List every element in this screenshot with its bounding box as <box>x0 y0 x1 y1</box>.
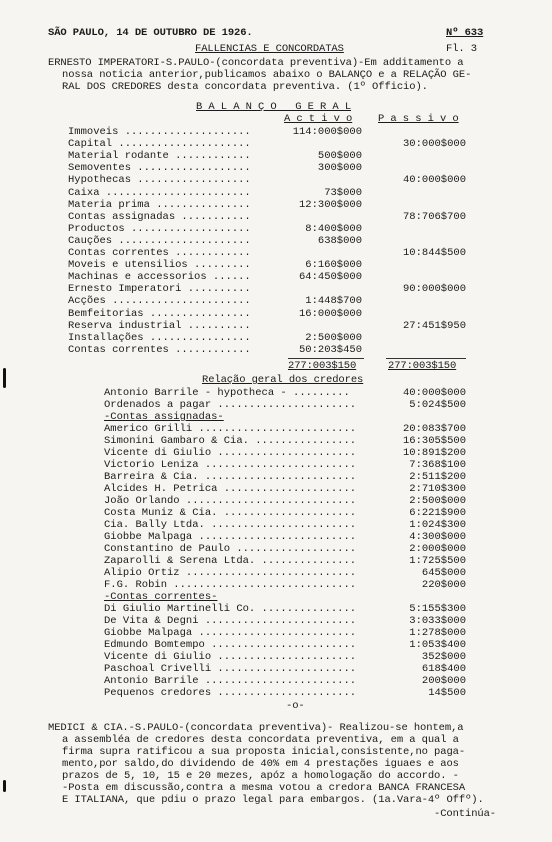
creditor-row <box>0 603 552 615</box>
balance-row-label: Immoveis .................... <box>68 126 251 138</box>
creditor-name: Costa Muniz & Cia. ..................... <box>104 507 357 519</box>
notice-line: prazos de 5, 10, 15 e 20 mezes, apóz a homologação do accordo. - <box>62 770 459 782</box>
creditor-amount: 5:024$500 <box>409 399 466 411</box>
creditor-name: De Vita & Degni ........................ <box>104 615 357 627</box>
balance-row <box>0 199 552 211</box>
balance-row-passivo: 90:000$000 <box>402 283 466 296</box>
balance-row-activo: 64:450$000 <box>298 271 362 284</box>
creditor-row <box>0 483 552 495</box>
header-number: Nº 633 <box>446 27 484 39</box>
creditor-row <box>0 627 552 639</box>
creditor-row <box>0 651 552 663</box>
creditor-name: João Orlando ........................... <box>104 495 357 507</box>
balance-row <box>0 138 552 150</box>
creditor-name: Alipio Ortiz ........................... <box>104 567 357 579</box>
creditor-amount: 10:891$200 <box>402 447 466 459</box>
balance-row <box>0 247 552 259</box>
creditor-amount: 5:155$300 <box>409 603 466 615</box>
creditor-amount: 1:278$000 <box>409 627 466 639</box>
creditor-row <box>0 579 552 591</box>
balance-row-passivo: 10:844$500 <box>402 247 466 259</box>
balance-row-label: Ernesto Imperatori .......... <box>68 283 251 296</box>
creditor-amount: 1:725$500 <box>409 555 466 567</box>
balance-row-activo: 6:160$000 <box>305 259 362 272</box>
balance-row-label: Reserva industrial .......... <box>68 319 251 332</box>
creditor-name: Zaparolli & Serena Ltda. ............... <box>104 555 357 567</box>
creditor-row <box>0 531 552 543</box>
balance-row-label: Installações ................ <box>68 331 251 344</box>
notice-line: mento,por saldo,do dividendo de 40% em 4 prestações iguaes e aos <box>62 758 459 770</box>
creditor-row <box>0 675 552 687</box>
balance-row <box>0 308 552 320</box>
creditor-name: Pequenos credores ...................... <box>104 687 357 699</box>
creditor-row <box>0 507 552 519</box>
creditor-row <box>0 687 552 699</box>
balance-row-label: Moveis e utensilios ......... <box>68 259 251 272</box>
balance-row-activo: 73$000 <box>324 186 362 199</box>
balance-row-activo: 16:000$000 <box>298 307 362 320</box>
balance-col-passivo: P a s s i v o <box>378 113 459 125</box>
margin-mark <box>3 780 6 792</box>
creditor-amount: 6:221$900 <box>409 507 466 519</box>
balance-row-label: Hypothecas .................. <box>68 174 251 187</box>
notice-line: nossa noticia anterior,publicamos abaixo o BALANÇO e a RELAÇÃO GE- <box>62 69 472 81</box>
creditor-name: Giobbe Malpaga ......................... <box>104 627 357 639</box>
creditor-row <box>0 447 552 459</box>
balance-row-passivo: 30:000$000 <box>402 138 466 151</box>
balance-row <box>0 211 552 223</box>
notice-line: ERNESTO IMPERATORI-S.PAULO-(concordata preventiva)-Em additamento a <box>48 57 464 69</box>
creditor-name: Cia. Bally Ltda. ....................... <box>104 519 357 531</box>
balance-row-passivo: 40:000$000 <box>402 174 466 187</box>
creditor-row <box>0 399 552 411</box>
margin-mark <box>3 368 6 388</box>
balance-row-label: Materia prima ............... <box>68 198 251 211</box>
creditor-amount: 2:000$000 <box>409 543 466 555</box>
balance-row-passivo: 27:451$950 <box>402 319 466 332</box>
balance-row-activo: 8:400$000 <box>305 222 362 235</box>
creditor-amount: 14$500 <box>428 687 466 699</box>
continues-label: -Continúa- <box>434 808 497 820</box>
notice-line: firma supra ratificou a sua proposta inicial,consistente,no paga- <box>62 746 466 758</box>
creditor-row <box>0 459 552 471</box>
balance-row <box>0 332 552 344</box>
balance-row-activo: 2:500$000 <box>305 331 362 344</box>
creditor-row <box>0 423 552 435</box>
balance-row <box>0 295 552 307</box>
header-sheet: Fl. 3 <box>446 43 478 55</box>
creditor-subheading <box>0 411 552 423</box>
creditor-row <box>0 567 552 579</box>
balance-row-activo: 638$000 <box>317 234 362 247</box>
creditor-amount: 2:710$300 <box>409 483 466 495</box>
notice-line: E ITALIANA, que pdiu o prazo legal para embargos. (1a.Vara-4º Offº). <box>62 794 484 806</box>
creditor-row <box>0 615 552 627</box>
balance-row <box>0 162 552 174</box>
creditor-name: Giobbe Malpaga ......................... <box>104 531 357 543</box>
balance-row <box>0 344 552 356</box>
creditor-name: Antonio Barrile - hypotheca - ......... <box>104 387 350 399</box>
balance-row-activo: 1:448$700 <box>305 295 362 308</box>
balance-row <box>0 187 552 199</box>
balance-col-activo: A c t i v o <box>284 113 353 125</box>
header-section: FALLENCIAS E CONCORDATAS <box>195 43 344 55</box>
notice-line: a assembléa de credores desta concordata preventiva, em a qual a <box>62 734 459 746</box>
balance-row <box>0 271 552 283</box>
balance-row <box>0 235 552 247</box>
balance-total-activo: 277:003$150 <box>288 360 357 372</box>
balance-row <box>0 223 552 235</box>
creditor-name: F.G. Robin ............................. <box>104 579 357 591</box>
balance-total-rule <box>386 358 466 359</box>
balance-row-label: Contas correntes ............ <box>68 247 251 259</box>
creditor-row <box>0 555 552 567</box>
creditor-name: Barreira & Cia. ........................ <box>104 471 357 483</box>
balance-row-label: Productos ................... <box>68 222 251 235</box>
creditor-name: Edmundo Bomtempo ....................... <box>104 639 357 651</box>
creditor-name: Simonini Gambaro & Cia. ................ <box>104 435 357 447</box>
creditor-name: Di Giulio Martinelli Co. ............... <box>104 603 357 615</box>
balance-row <box>0 283 552 295</box>
balance-row-activo: 50:203$450 <box>298 343 362 356</box>
balance-row-label: Contas assignadas ........... <box>68 210 251 223</box>
creditor-row <box>0 387 552 399</box>
creditor-amount: 40:000$000 <box>402 387 466 399</box>
creditor-name: Victorio Leniza ........................ <box>104 459 357 471</box>
creditor-row <box>0 471 552 483</box>
balance-row-label: Caixa ....................... <box>68 186 251 199</box>
balance-row <box>0 126 552 138</box>
creditor-amount: 200$000 <box>421 675 466 687</box>
creditor-name: Paschoal Crivelli ...................... <box>104 663 357 675</box>
balance-row-label: Cauções ..................... <box>68 234 251 247</box>
creditor-amount: 1:053$400 <box>409 639 466 651</box>
creditor-row <box>0 435 552 447</box>
notice-line: -Posta em discussão,contra a mesma votou a credora BANCA FRANCESA <box>62 782 466 794</box>
balance-row-label: Contas correntes ............ <box>68 343 251 356</box>
balance-title: B A L A N Ç O G E R A L <box>196 101 352 113</box>
creditor-name: Constantino de Paulo ................... <box>104 543 357 555</box>
creditor-name: -Contas correntes- <box>104 591 218 603</box>
creditor-name: -Contas assignadas- <box>104 411 224 423</box>
balance-row-label: Material rodante ............ <box>68 150 251 163</box>
creditor-row <box>0 543 552 555</box>
balance-row-passivo: 78:706$700 <box>402 210 466 223</box>
balance-row-label: Machinas e accessorios ...... <box>68 271 251 284</box>
creditor-row <box>0 495 552 507</box>
balance-row <box>0 320 552 332</box>
creditor-row <box>0 639 552 651</box>
balance-total-passivo: 277:003$150 <box>388 360 457 372</box>
creditor-name: Alcides H. Petrica ..................... <box>104 483 357 495</box>
creditor-subheading <box>0 591 552 603</box>
creditor-name: Americo Grilli ......................... <box>104 423 357 435</box>
creditor-amount: 352$000 <box>421 651 466 663</box>
balance-total-rule <box>288 358 364 359</box>
notice-line: RAL DOS CREDORES desta concordata preventiva. (1º Officio). <box>62 81 428 93</box>
balance-row <box>0 259 552 271</box>
balance-row-activo: 500$000 <box>317 150 362 163</box>
header-place-date: SÃO PAULO, 14 DE OUTUBRO DE 1926. <box>48 27 253 39</box>
creditors-title: Relação geral dos credores <box>202 374 364 386</box>
balance-row-activo: 12:300$000 <box>298 198 362 211</box>
creditor-amount: 4:300$000 <box>409 531 466 543</box>
balance-row-label: Semoventes .................. <box>68 162 251 175</box>
balance-row-label: Bemfeitorias ................ <box>68 307 251 320</box>
creditor-amount: 2:511$200 <box>409 471 466 483</box>
creditor-amount: 220$000 <box>421 579 466 591</box>
balance-row-activo: 114:000$000 <box>292 126 362 138</box>
creditor-name: Vicente di Giulio ...................... <box>104 651 357 663</box>
creditor-amount: 1:024$300 <box>409 519 466 531</box>
creditor-amount: 7:368$100 <box>409 459 466 471</box>
balance-row <box>0 150 552 162</box>
balance-row-label: Acções ...................... <box>68 295 251 308</box>
balance-row-label: Capital ..................... <box>68 138 251 151</box>
creditor-amount: 645$000 <box>421 567 466 579</box>
creditor-name: Vicente di Giulio ...................... <box>104 447 357 459</box>
creditor-amount: 618$400 <box>421 663 466 675</box>
creditor-amount: 2:500$000 <box>409 495 466 507</box>
creditor-amount: 3:033$000 <box>409 615 466 627</box>
creditor-row <box>0 663 552 675</box>
creditor-name: Antonio Barrile ........................ <box>104 675 357 687</box>
balance-row-activo: 300$000 <box>317 162 362 175</box>
creditor-amount: 20:083$700 <box>402 423 466 435</box>
creditors-end-mark: -o- <box>286 700 305 712</box>
balance-row <box>0 174 552 186</box>
creditor-row <box>0 519 552 531</box>
notice-line: MEDICI & CIA.-S.PAULO-(concordata preventiva)- Realizou-se hontem,a <box>48 722 464 734</box>
creditor-name: Ordenados a pagar ...................... <box>104 399 357 411</box>
creditor-amount: 16:305$500 <box>402 435 466 447</box>
